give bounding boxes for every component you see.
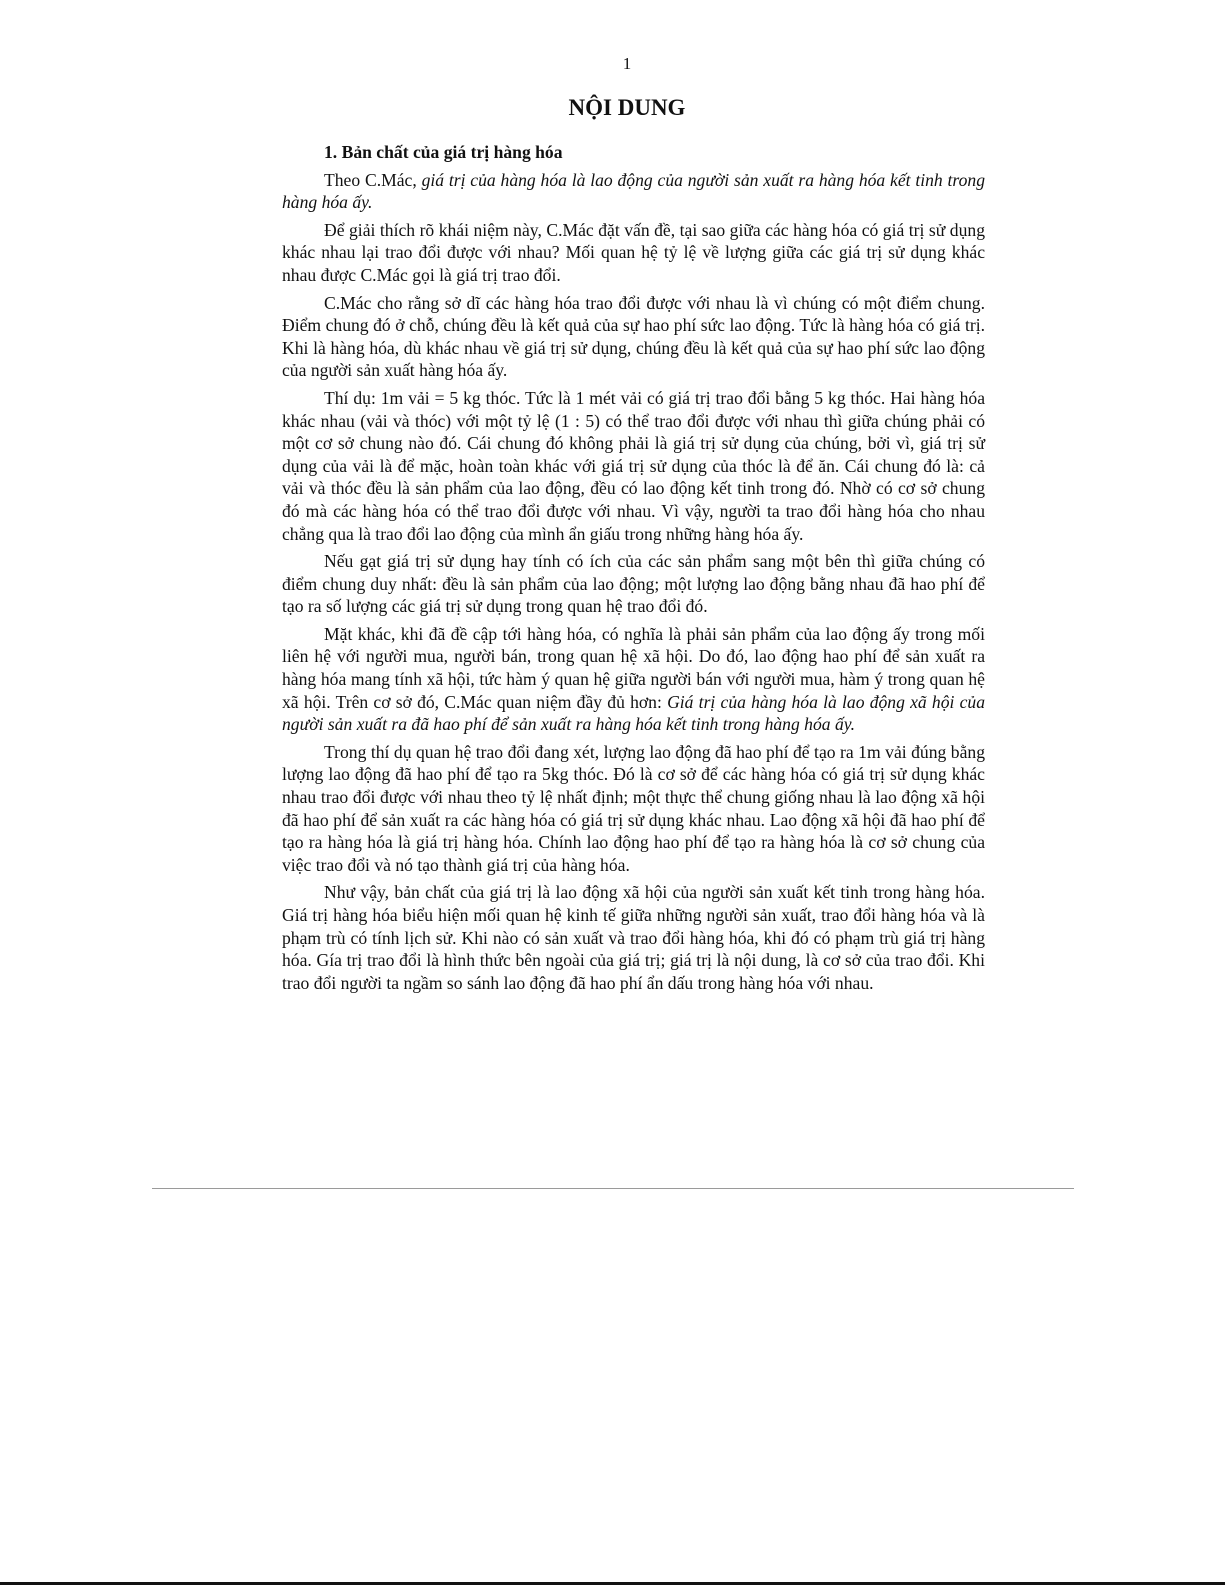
section-heading: 1. Bản chất của giá trị hàng hóa <box>324 142 563 162</box>
page-number: 1 <box>622 54 632 73</box>
document-body <box>282 141 985 999</box>
paragraph-1-lead: Theo C.Mác, <box>324 169 422 190</box>
paragraph-8: Như vậy, bản chất của giá trị là lao động xã hội của người sản xuất kết tinh trong hàng hóa. Giá trị hàng hóa biểu hiện mối quan hệ kinh tế giữa những người sản xuất, trao đổi hàng hóa và là phạm trù có tính lịch sử. Khi nào có sản xuất và trao đổi hàng hóa, khi đó có phạm trù giá trị hàng hóa. Gía trị trao đổi là hình thức bên ngoài của giá trị; giá trị là nội dung, là cơ sở của trao đổi. Khi trao đổi người ta ngầm so sánh lao động đã hao phí ẩn dấu trong hàng hóa với nhau. <box>282 882 985 993</box>
footer-divider <box>152 1188 1074 1189</box>
paragraph-3: C.Mác cho rằng sở dĩ các hàng hóa trao đổi được với nhau là vì chúng có một điểm chung. Điểm chung đó ở chỗ, chúng đều là kết quả của sự hao phí sức lao động. Tức là hàng hóa có giá trị. Khi là hàng hóa, dù khác nhau về giá trị sử dụng, chúng đều là kết quả của sự hao phí sức lao động của người sản xuất hàng hóa ấy. <box>282 292 985 381</box>
paragraph-4: Thí dụ: 1m vải = 5 kg thóc. Tức là 1 mét vải có giá trị trao đổi bằng 5 kg thóc. Hai hàng hóa khác nhau (vải và thóc) với một tỷ lệ (1 : 5) có thể trao đổi được với nhau thì giữa chúng phải có một cơ sở chung nào đó. Cái chung đó không phải là giá trị sử dụng của chúng, bởi vì, giá trị sử dụng của vải là để mặc, hoàn toàn khác với giá trị sử dụng của thóc là để ăn. Cái chung đó là: cả vải và thóc đều là sản phẩm của lao động, đều có lao động kết tinh trong đó. Nhờ có cơ sở chung đó mà các hàng hóa có thể trao đổi được với nhau. Vì vậy, người ta trao đổi hàng hóa cho nhau chẳng qua là trao đổi lao động của mình ẩn giấu trong những hàng hóa ấy. <box>282 387 985 544</box>
paragraph-1-definition: giá trị của hàng hóa là lao động của người sản xuất ra hàng hóa kết tinh trong hàng hóa ấy. <box>282 169 985 213</box>
paragraph-6-lead: Mặt khác, khi đã đề cập tới hàng hóa, có nghĩa là phải sản phẩm của lao động ấy trong mối liên hệ với người mua, người bán, trong quan hệ xã hội. Do đó, lao động hao phí để sản xuất ra hàng hóa mang tính xã hội, tức hàm ý quan hệ giữa người bán với người mua, hàm ý trong quan hệ xã hội. Trên cơ sở đó, C.Mác quan niệm đầy đủ hơn: <box>282 623 985 712</box>
paragraph-7: Trong thí dụ quan hệ trao đổi đang xét, lượng lao động đã hao phí để tạo ra 1m vải đúng bằng lượng lao động đã hao phí để tạo ra 5kg thóc. Đó là cơ sở để các hàng hóa có giá trị sử dụng khác nhau trao đổi được với nhau theo tỷ lệ nhất định; một thực thể chung giống nhau là lao động xã hội đã hao phí để sản xuất ra các hàng hóa có giá trị sử dụng khác nhau. Lao động xã hội đã hao phí để tạo ra hàng hóa là giá trị hàng hóa. Chính lao động hao phí để tạo ra hàng hóa là cơ sở chung của việc trao đổi và nó tạo thành giá trị của hàng hóa. <box>282 741 985 875</box>
paragraph-5: Nếu gạt giá trị sử dụng hay tính có ích của các sản phẩm sang một bên thì giữa chúng có điểm chung duy nhất: đều là sản phẩm của lao động; một lượng lao động bằng nhau đã hao phí để tạo ra số lượng các giá trị sử dụng trong quan hệ trao đổi đó. <box>282 551 985 617</box>
paragraph-2: Để giải thích rõ khái niệm này, C.Mác đặt vấn đề, tại sao giữa các hàng hóa có giá trị sử dụng khác nhau lại trao đổi được với nhau? Mối quan hệ tỷ lệ về lượng giữa các giá trị sử dụng khác nhau được C.Mác gọi là giá trị trao đổi. <box>282 219 985 285</box>
paragraph-1 <box>282 169 985 214</box>
paragraph-6 <box>282 623 985 736</box>
document-title: NỘI DUNG <box>568 95 686 120</box>
paragraph-6-definition: Giá trị của hàng hóa là lao động xã hội của người sản xuất ra đã hao phí để sản xuất ra hàng hóa kết tinh trong hàng hóa ấy. <box>282 691 985 735</box>
